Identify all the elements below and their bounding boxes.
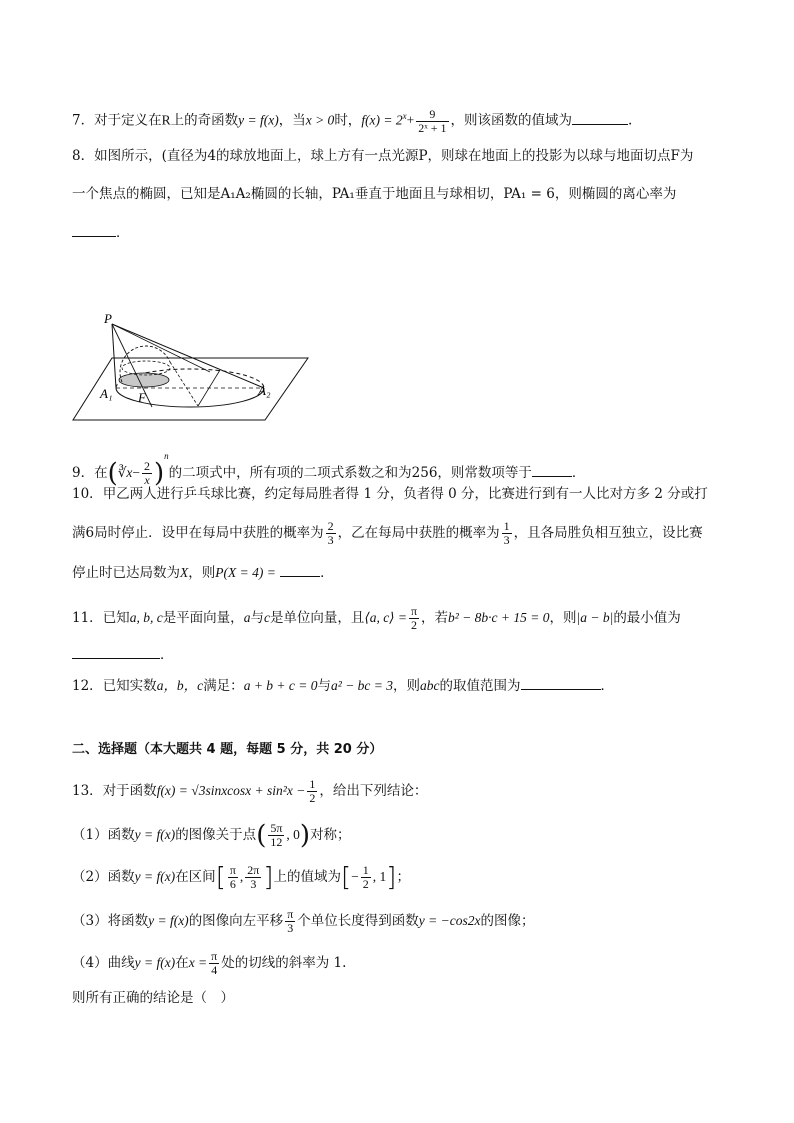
label-a1: A₁	[100, 386, 113, 401]
question-12: 12．已知实数a，b，c满足：a + b + c = 0与a² − bc = 3，则abc的取值范围为 ．	[72, 675, 614, 696]
fraction: $\frac{1}{2}$	[309, 777, 316, 805]
ray-pa1	[112, 324, 116, 388]
conclusion-1: （1）函数y = f(x)的图像关于点( $\frac{5\pi}{12}$ , 0)对称；	[72, 820, 351, 851]
fraction: $\frac{\pi}{2}$	[410, 604, 418, 632]
question-11-line-2: ．	[72, 644, 174, 665]
question-8-line-2: 一个焦点的椭圆，已知是A₁A₂椭圆的长轴，PA₁垂直于地面且与球相切，PA₁ = 6，则椭圆的离心率为	[72, 186, 677, 202]
question-13-prompt: 则所有正确的结论是（ ）	[72, 990, 234, 1006]
label-a2: A₂	[258, 383, 271, 398]
section-2-heading: 二、选择题（本大题共 4 题，每题 5 分，共 20 分）	[72, 742, 383, 757]
fraction: $\frac{2}{x}$	[143, 459, 150, 487]
ray-upper	[112, 324, 210, 372]
conclusion-3: （3）将函数y = f(x)的图像向左平移 $\frac{\pi}{3}$ 个单位长度得到函数y = −cos2x的图像；	[72, 907, 535, 935]
question-8: 8．如图所示，(直径为4的球放地面上，球上方有一点光源P，则球在地面上的投影为以球与地面切点F为	[72, 148, 694, 164]
label-p: P	[104, 312, 112, 326]
sphere-base-shade	[119, 373, 169, 387]
answer-blank[interactable]	[72, 644, 160, 659]
question-10: 10．甲乙两人进行乒乓球比赛，约定每局胜者得 1 分，负者得 0 分，比赛进行到有一人比对方多 2 分或打	[72, 486, 708, 502]
fraction: $\frac{1}{3}$	[503, 519, 510, 547]
answer-blank[interactable]	[280, 562, 320, 577]
fraction: $\frac{\pi}{6}$	[229, 863, 236, 891]
question-8-line-3: ．	[72, 222, 130, 243]
question-13: 13．对于函数f(x) = √3sinxcosx + sin²x − $\frac{1}{2}$ ，给出下列结论：	[72, 777, 428, 805]
fraction: $\frac{5\pi}{12}$	[270, 821, 283, 849]
label-f: F	[138, 390, 146, 405]
conclusion-4: （4）曲线y = f(x)在x = $\frac{\pi}{4}$ 处的切线的斜率为 1.	[72, 949, 347, 977]
answer-blank[interactable]	[532, 462, 572, 477]
question-10-line-3: 停止时已达局数为X，则P(X = 4) = ．	[72, 562, 334, 583]
fraction: $\frac{\pi}{3}$	[287, 907, 294, 935]
fraction: $\frac{1}{2}$	[362, 863, 369, 891]
answer-blank[interactable]	[72, 222, 116, 237]
conclusion-2: （2）函数y = f(x)在区间[ $\frac{\pi}{6}$ , $\frac{2\pi}{3}$ ]上的值域为[− $\frac{1}{2}$ , 1]；	[72, 862, 410, 893]
question-9: 9．在(∛x− $\frac{2}{x}$ )$^n$的二项式中，所有项的二项式系数之和为256，则常数项等于 ．	[72, 451, 586, 489]
question-7: 7．对于定义在R上的奇函数y = f(x)，当x > 0时，$f(x) = 2^x+$ $\frac{9}{\text{2ˣ + 1}}$ ，则该函数的值域为 .	[72, 106, 633, 135]
sphere-projection-figure	[70, 312, 315, 424]
answer-blank[interactable]	[572, 110, 628, 125]
fraction: $\frac{2\pi}{3}$	[247, 863, 260, 891]
question-10-line-2: 满6局时停止．设甲在每局中获胜的概率为 $\frac{2}{3}$ ，乙在每局中获胜的概率为 $\frac{1}{3}$ ，且各局胜负相互独立，设比赛	[72, 519, 703, 547]
ray-lower	[112, 324, 152, 407]
question-11: 11．已知a, b, c是平面向量，a与c是单位向量，且⟨a, c⟩ = $\frac{\pi}{2}$ ，若b² − 8b·c + 15 = 0，则|a − b|的最小值为	[72, 604, 681, 632]
fraction: $\frac{2}{3}$	[327, 519, 334, 547]
fraction: $\frac{9}{\text{2ˣ + 1}}$	[418, 106, 447, 135]
answer-blank[interactable]	[521, 675, 601, 690]
fraction: $\frac{\pi}{4}$	[211, 949, 218, 977]
